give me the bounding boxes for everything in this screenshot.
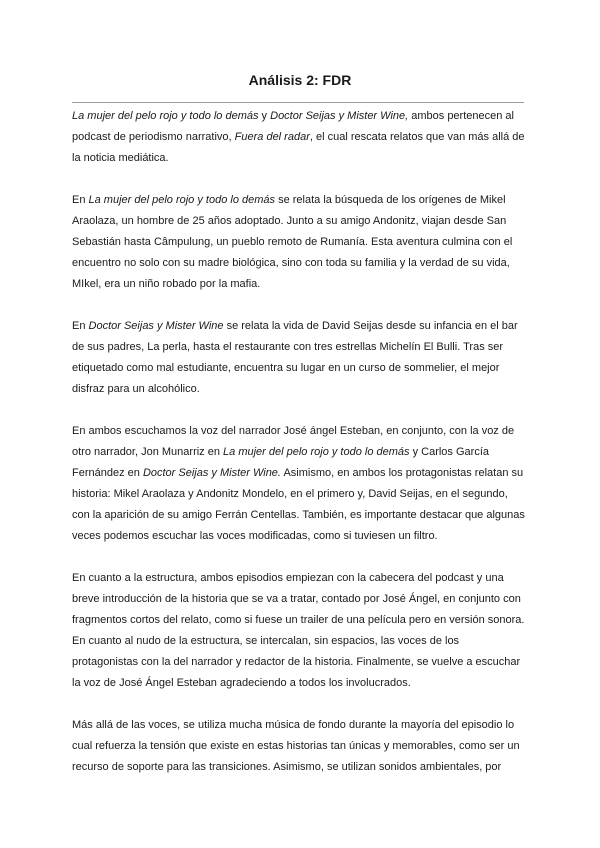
paragraph-text: y: [258, 110, 271, 122]
italic-title-text: La mujer del pelo rojo y todo lo demás: [88, 194, 276, 206]
paragraph-4: [72, 421, 527, 547]
paragraph-text: En ambos escuchamos la voz del narrador José ángel Esteban, en conjunto, con la voz de otro narrador, Jon Munarriz en: [72, 425, 515, 458]
paragraph-text: , el cual rescata relatos que van más allá de la noticia mediática.: [72, 131, 525, 164]
document-body: [72, 106, 527, 799]
paragraph-text: y Carlos García Fernández en: [72, 446, 489, 479]
paragraph-text: En: [72, 320, 89, 332]
paragraph-text: se relata la búsqueda de los orígenes de Mikel Araolaza, un hombre de 25 años adoptado. Junto a su amigo Andonitz, viajan desde San Sebastián hasta Câmpulung, un pueblo remoto de Rumanía. Esta aventura culmina con el encuentro no solo con su madre biológica, sino con toda su familia y la verdad de su vida, MIkel, era un niño robado por la mafia.: [72, 194, 513, 290]
italic-title-text: La mujer del pelo rojo y todo lo demás: [72, 110, 259, 122]
paragraph-1: [72, 106, 527, 169]
paragraph-text: Más allá de las voces, se utiliza mucha música de fondo durante la mayoría del episodio lo cual refuerza la tensión que existe en estas historias tan únicas y memorables, como ser un recurso de soporte para las transiciones. Asimismo, se utilizan sonidos ambientales, por: [72, 719, 520, 773]
paragraph-3: [72, 316, 527, 400]
italic-title-text: La mujer del pelo rojo y todo lo demás: [223, 446, 410, 458]
paragraph-5: [72, 568, 527, 694]
paragraph-text: se relata la vida de David Seijas desde su infancia en el bar de sus padres, La perla, hasta el restaurante con tres estrellas Michelín El Bulli. Tras ser etiquetado como mal estudiante, encuentra su lugar en un curso de sommelier, el mejor disfraz para un alcohólico.: [72, 320, 518, 395]
paragraph-2: [72, 190, 527, 295]
italic-title-text: Fuera del radar: [234, 131, 310, 143]
paragraph-text: Asimismo, en ambos los protagonistas relatan su historia: Mikel Araolaza y Andonitz Mondelo, en el primero y, David Seijas, en el segundo, con la aparición de su amigo Ferrán Centellas. También, es importante destacar que algunas veces podemos escuchar las voces modificadas, como si tuviesen un filtro.: [72, 467, 525, 542]
italic-title-text: Doctor Seijas y Mister Wine: [88, 320, 224, 332]
title-divider: [72, 102, 524, 103]
paragraph-text: ambos pertenecen al podcast de periodismo narrativo,: [72, 110, 514, 143]
italic-title-text: Doctor Seijas y Mister Wine.: [142, 467, 281, 479]
page-title: Análisis 2: FDR: [248, 72, 352, 88]
italic-title-text: Doctor Seijas y Mister Wine,: [270, 110, 409, 122]
paragraph-text: En cuanto a la estructura, ambos episodios empiezan con la cabecera del podcast y una breve introducción de la historia que se va a tratar, contado por José Ángel, en conjunto con fragmentos cortos del relato, como si fuese un trailer de una película pero en versión sonora. En cuanto al nudo de la estructura, se intercalan, sin espacios, las voces de los protagonistas con la del narrador y redactor de la historia. Finalmente, se vuelve a escuchar la voz de José Ángel Esteban agradeciendo a todos los involucrados.: [72, 572, 525, 689]
paragraph-6: [72, 715, 527, 778]
paragraph-text: En: [72, 194, 89, 206]
